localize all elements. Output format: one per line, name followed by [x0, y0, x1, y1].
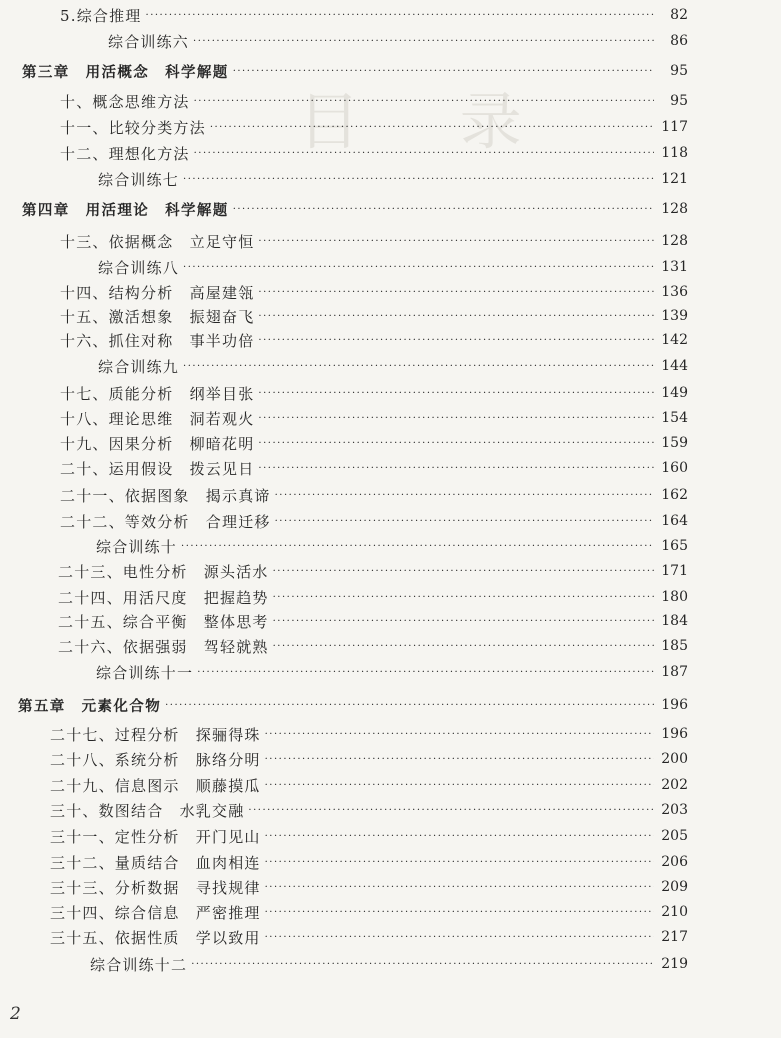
toc-entry[interactable]	[60, 380, 688, 406]
toc-entry[interactable]	[60, 327, 688, 353]
toc-entry-label: 5.综合推理	[60, 6, 142, 25]
toc-entry-page: 82	[670, 7, 688, 23]
toc-entry-label: 二十、运用假设 拨云见日	[60, 459, 255, 478]
background-bleed-through: 目 录	[298, 85, 562, 158]
leader-dots	[265, 754, 654, 765]
toc-entry-page: 185	[661, 638, 688, 654]
leader-dots	[258, 388, 654, 399]
toc-entry[interactable]	[60, 140, 688, 166]
toc-entry-page: 206	[661, 854, 688, 870]
toc-chapter-heading[interactable]	[22, 196, 688, 222]
toc-entry-page: 209	[661, 879, 688, 895]
toc-entry-label: 二十四、用活尺度 把握趋势	[58, 588, 269, 607]
toc-entry-label: 三十、数图结合 水乳交融	[50, 801, 245, 820]
toc-entry[interactable]	[60, 88, 688, 114]
toc-entry-page: 144	[661, 358, 688, 374]
toc-entry[interactable]	[96, 533, 688, 559]
toc-entry[interactable]	[60, 482, 688, 508]
toc-entry-label: 十二、理想化方法	[60, 144, 190, 163]
leader-dots	[194, 96, 654, 107]
leader-dots	[265, 882, 654, 893]
toc-entry-page: 210	[661, 904, 688, 920]
leader-dots	[258, 335, 654, 346]
leader-dots	[265, 831, 654, 842]
toc-entry-page: 131	[661, 259, 688, 275]
toc-entry-label: 综合训练十一	[96, 663, 194, 682]
toc-entry-label: 十六、抓住对称 事半功倍	[60, 331, 255, 350]
toc-entry-page: 128	[661, 233, 688, 249]
toc-entry[interactable]	[50, 797, 688, 823]
toc-entry-page: 217	[661, 929, 688, 945]
toc-entry-label: 三十四、综合信息 严密推理	[50, 903, 261, 922]
toc-entry-label: 综合训练九	[98, 357, 180, 376]
toc-entry-label: 二十三、电性分析 源头活水	[58, 562, 269, 581]
toc-entry-page: 121	[661, 171, 688, 187]
toc-entry-label: 二十五、综合平衡 整体思考	[58, 612, 269, 631]
toc-entry-page: 159	[661, 435, 688, 451]
leader-dots	[265, 907, 654, 918]
leader-dots	[248, 805, 654, 816]
toc-entry-page: 164	[661, 513, 688, 529]
leader-dots	[183, 174, 654, 185]
toc-entry-page: 160	[661, 460, 688, 476]
toc-entry-page: 202	[661, 777, 688, 793]
leader-dots	[275, 516, 654, 527]
leader-dots	[275, 490, 654, 501]
toc-entry-label: 综合训练八	[98, 258, 180, 277]
leader-dots	[197, 667, 654, 678]
toc-entry[interactable]	[60, 430, 688, 456]
toc-entry-page: 139	[661, 308, 688, 324]
leader-dots	[273, 566, 654, 577]
toc-entry-label: 三十五、依据性质 学以致用	[50, 928, 261, 947]
toc-entry-label: 二十九、信息图示 顺藤摸瓜	[50, 776, 261, 795]
toc-entry[interactable]	[60, 279, 688, 305]
leader-dots	[258, 438, 654, 449]
toc-entry-page: 203	[661, 802, 688, 818]
toc-entry-label: 二十二、等效分析 合理迁移	[60, 512, 271, 531]
toc-entry-label: 三十二、量质结合 血肉相连	[50, 853, 261, 872]
toc-entry-label: 十三、依据概念 立足守恒	[60, 232, 255, 251]
leader-dots	[193, 36, 654, 47]
toc-entry-label: 第五章 元素化合物	[18, 698, 162, 715]
toc-entry-page: 196	[661, 697, 688, 713]
toc-entry-page: 142	[661, 332, 688, 348]
toc-entry-label: 十七、质能分析 纲举目张	[60, 384, 255, 403]
toc-entry[interactable]	[98, 254, 688, 280]
toc-entry-page: 205	[661, 828, 688, 844]
toc-entry[interactable]	[96, 659, 688, 685]
toc-entry-page: 86	[670, 33, 688, 49]
leader-dots	[273, 592, 654, 603]
toc-entry-page: 187	[661, 664, 688, 680]
toc-entry-page: 165	[661, 538, 688, 554]
toc-entry-label: 十八、理论思维 洞若观火	[60, 409, 255, 428]
toc-entry-label: 综合训练七	[98, 170, 180, 189]
toc-entry-page: 149	[661, 385, 688, 401]
toc-entry-page: 128	[661, 201, 688, 217]
toc-entry[interactable]	[50, 772, 688, 798]
leader-dots	[194, 148, 654, 159]
leader-dots	[258, 287, 654, 298]
toc-entry-label: 二十七、过程分析 探骊得珠	[50, 725, 261, 744]
toc-entry[interactable]	[58, 584, 688, 610]
toc-entry[interactable]	[60, 2, 688, 28]
leader-dots	[265, 932, 654, 943]
toc-entry[interactable]	[50, 849, 688, 875]
toc-entry[interactable]	[58, 608, 688, 634]
toc-entry-label: 综合训练十二	[90, 955, 188, 974]
toc-entry[interactable]	[50, 823, 688, 849]
leader-dots	[258, 236, 654, 247]
toc-entry[interactable]	[60, 114, 688, 140]
toc-entry[interactable]	[90, 951, 688, 977]
toc-entry-label: 三十三、分析数据 寻找规律	[50, 878, 261, 897]
toc-entry[interactable]	[50, 874, 688, 900]
toc-entry-page: 118	[661, 145, 688, 161]
toc-chapter-heading[interactable]	[22, 58, 688, 84]
toc-entry[interactable]	[108, 28, 688, 54]
toc-entry-page: 180	[661, 589, 688, 605]
toc-entry[interactable]	[60, 455, 688, 481]
toc-entry[interactable]	[50, 899, 688, 925]
toc-entry-page: 219	[661, 956, 688, 972]
toc-entry-label: 第三章 用活概念 科学解题	[22, 64, 229, 81]
toc-entry[interactable]	[98, 353, 688, 379]
toc-entry[interactable]	[60, 508, 688, 534]
toc-entry-label: 第四章 用活理论 科学解题	[22, 202, 229, 219]
toc-entry[interactable]	[58, 633, 688, 659]
leader-dots	[183, 262, 654, 273]
toc-entry-label: 综合训练六	[108, 32, 190, 51]
leader-dots	[258, 413, 654, 424]
toc-entry-label: 十四、结构分析 高屋建瓴	[60, 283, 255, 302]
toc-entry-label: 二十六、依据强弱 驾轻就熟	[58, 637, 269, 656]
toc-entry-label: 十九、因果分析 柳暗花明	[60, 434, 255, 453]
toc-entry-page: 117	[661, 119, 688, 135]
toc-entry[interactable]	[50, 746, 688, 772]
toc-entry[interactable]	[98, 166, 688, 192]
toc-entry[interactable]	[58, 558, 688, 584]
toc-entry-page: 154	[661, 410, 688, 426]
toc-entry-page: 200	[661, 751, 688, 767]
leader-dots	[210, 122, 654, 133]
leader-dots	[273, 616, 654, 627]
toc-entry-page: 95	[670, 63, 688, 79]
toc-entry-label: 二十八、系统分析 脉络分明	[50, 750, 261, 769]
leader-dots	[265, 857, 654, 868]
toc-entry-page: 196	[661, 726, 688, 742]
leader-dots	[265, 780, 654, 791]
leader-dots	[233, 204, 654, 215]
toc-entry[interactable]	[50, 721, 688, 747]
toc-entry-page: 184	[661, 613, 688, 629]
toc-entry-page: 136	[661, 284, 688, 300]
toc-entry-page: 162	[661, 487, 688, 503]
toc-entry-label: 十五、激活想象 振翅奋飞	[60, 307, 255, 326]
leader-dots	[165, 700, 654, 711]
footer-page-number: 2	[10, 1004, 21, 1024]
leader-dots	[183, 361, 654, 372]
toc-entry[interactable]	[60, 228, 688, 254]
toc-entry[interactable]	[60, 405, 688, 431]
leader-dots	[265, 729, 654, 740]
toc-entry[interactable]	[60, 303, 688, 329]
leader-dots	[181, 541, 654, 552]
leader-dots	[273, 641, 654, 652]
toc-entry-page: 171	[661, 563, 688, 579]
toc-entry-label: 二十一、依据图象 揭示真谛	[60, 486, 271, 505]
toc-entry[interactable]	[50, 924, 688, 950]
toc-chapter-heading[interactable]	[18, 692, 688, 718]
leader-dots	[258, 463, 654, 474]
leader-dots	[191, 959, 654, 970]
leader-dots	[233, 66, 654, 77]
toc-entry-label: 综合训练十	[96, 537, 178, 556]
toc-entry-label: 十、概念思维方法	[60, 92, 190, 111]
toc-entry-label: 十一、比较分类方法	[60, 118, 206, 137]
toc-entry-page: 95	[670, 93, 688, 109]
toc-entry-label: 三十一、定性分析 开门见山	[50, 827, 261, 846]
leader-dots	[146, 10, 654, 21]
leader-dots	[258, 311, 654, 322]
